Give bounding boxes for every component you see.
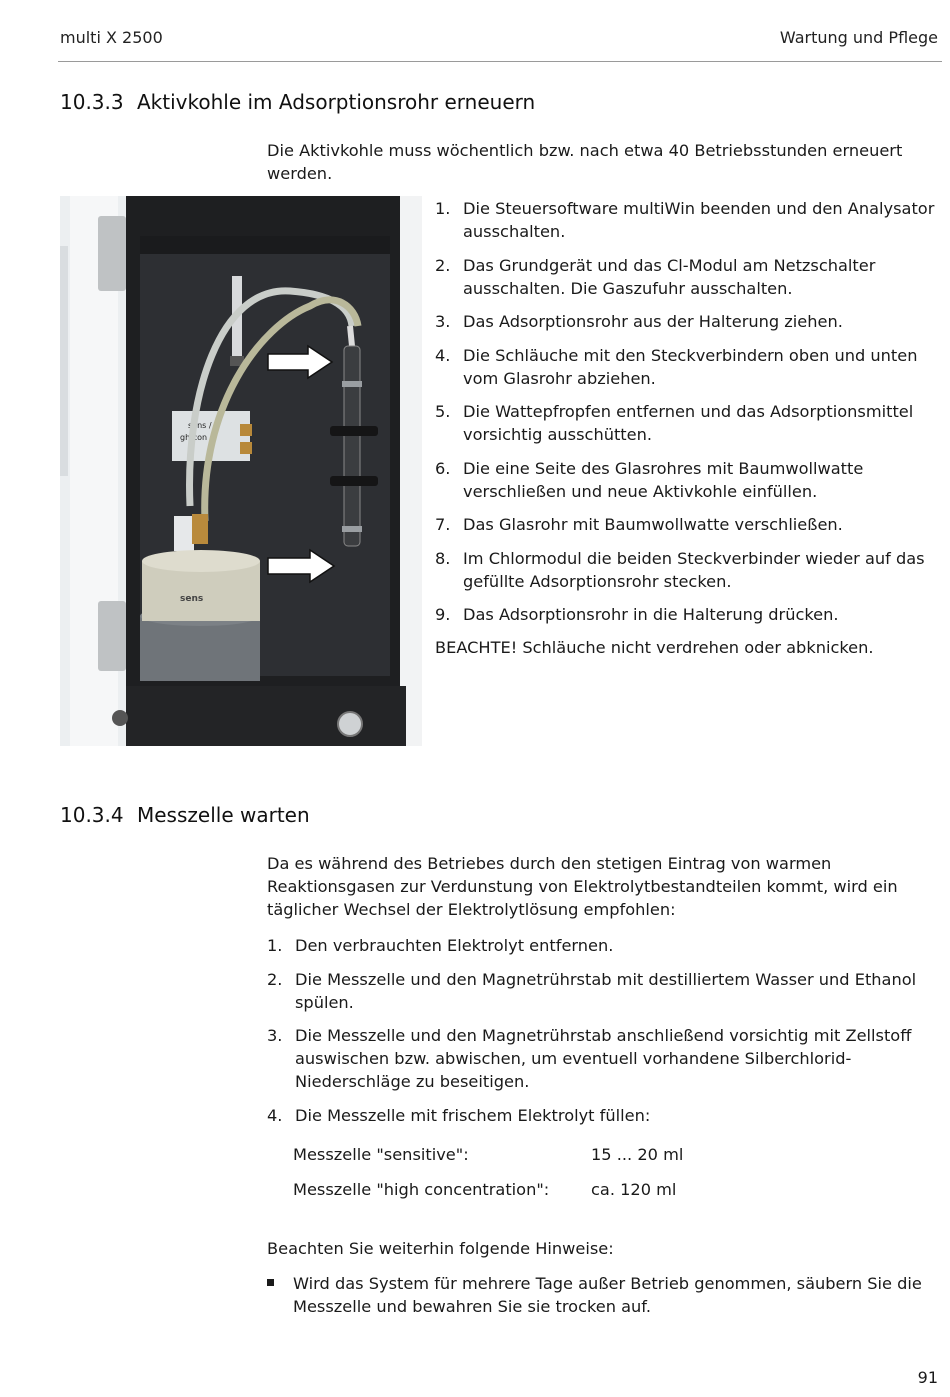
running-header-chapter: Wartung und Pflege bbox=[779, 28, 938, 47]
page-number: 91 bbox=[917, 1368, 938, 1387]
section-heading-10-3-4 bbox=[60, 803, 310, 827]
spec-value: ca. 120 ml bbox=[591, 1180, 677, 1199]
list-item: 6. Die eine Seite des Glasrohres mit Baumwollwatte verschließen und neue Aktivkohle einfüllen. bbox=[435, 458, 864, 501]
section1-note: BEACHTE! Schläuche nicht verdrehen oder abknicken. bbox=[435, 638, 874, 657]
section-number: 10.3.4 bbox=[60, 803, 124, 827]
list-item: 7. Das Glasrohr mit Baumwollwatte verschließen. bbox=[435, 515, 843, 534]
spec-row-high-concentration bbox=[293, 1180, 677, 1199]
section-title: Messzelle warten bbox=[137, 803, 310, 827]
photo-label-top: sens / bbox=[188, 421, 212, 430]
list-item: 1. Die Steuersoftware multiWin beenden und den Analysator ausschalten. bbox=[435, 199, 935, 241]
header-rule bbox=[58, 61, 942, 62]
list-item: 1. Den verbrauchten Elektrolyt entfernen. bbox=[267, 936, 614, 955]
section-title: Aktivkohle im Adsorptionsrohr erneuern bbox=[137, 90, 536, 114]
section2-steps bbox=[267, 934, 939, 1137]
list-item: 5. Die Wattepfropfen entfernen und das Adsorptionsmittel vorsichtig ausschütten. bbox=[435, 402, 914, 444]
spec-value: 15 ... 20 ml bbox=[591, 1145, 684, 1164]
list-item: 4. Die Schläuche mit den Steckverbindern oben und unten vom Glasrohr abziehen. bbox=[435, 345, 918, 388]
spec-row-sensitive bbox=[293, 1145, 684, 1164]
hint-bullet bbox=[267, 1272, 927, 1318]
list-item: 3. Das Adsorptionsrohr aus der Halterung ziehen. bbox=[435, 312, 843, 331]
list-item: 3. Die Messzelle und den Magnetrührstab anschließend vorsichtig mit Zellstoff auswischen bzw. abwischen, um eventuell vorhandene Silberchlorid-Niederschläge zu beseitigen. bbox=[267, 1026, 912, 1091]
photo-label-mid: gh con bbox=[180, 433, 208, 442]
running-header-title: multi X 2500 bbox=[60, 28, 163, 47]
bullet-square-icon bbox=[267, 1279, 274, 1286]
list-item: 2. Das Grundgerät und das Cl-Modul am Netzschalter ausschalten. Die Gaszufuhr ausschalten. bbox=[435, 255, 876, 298]
list-item: 4. Die Messzelle mit frischem Elektrolyt füllen: bbox=[267, 1105, 651, 1125]
bullet-text: Wird das System für mehrere Tage außer Betrieb genommen, säubern Sie die Messzelle und bewahren Sie sie trocken auf. bbox=[293, 1274, 922, 1316]
section2-intro: Da es während des Betriebes durch den stetigen Eintrag von warmen Reaktionsgasen zur Verdunstung von Elektrolytbestandteilen kommt, wird ein täglicher Wechsel der Elektrolytlösung empfohlen: bbox=[267, 854, 898, 919]
device-photo bbox=[60, 196, 422, 746]
section-number: 10.3.3 bbox=[60, 90, 124, 114]
spec-label: Messzelle "sensitive": bbox=[293, 1145, 469, 1164]
photo-label-sens: sens bbox=[180, 594, 204, 604]
section1-intro: Die Aktivkohle muss wöchentlich bzw. nach etwa 40 Betriebsstunden erneuert werden. bbox=[267, 141, 903, 183]
list-item: 8. Im Chlormodul die beiden Steckverbinder wieder auf das gefüllte Adsorptionsrohr stecken. bbox=[435, 548, 925, 591]
list-item: 9. Das Adsorptionsrohr in die Halterung drücken. bbox=[435, 605, 839, 624]
list-item: 2. Die Messzelle und den Magnetrührstab mit destilliertem Wasser und Ethanol spülen. bbox=[267, 969, 917, 1012]
section-heading-10-3-3 bbox=[60, 90, 535, 114]
section1-steps bbox=[435, 197, 935, 637]
spec-label: Messzelle "high concentration": bbox=[293, 1180, 550, 1199]
hint-intro: Beachten Sie weiterhin folgende Hinweise: bbox=[267, 1239, 614, 1258]
